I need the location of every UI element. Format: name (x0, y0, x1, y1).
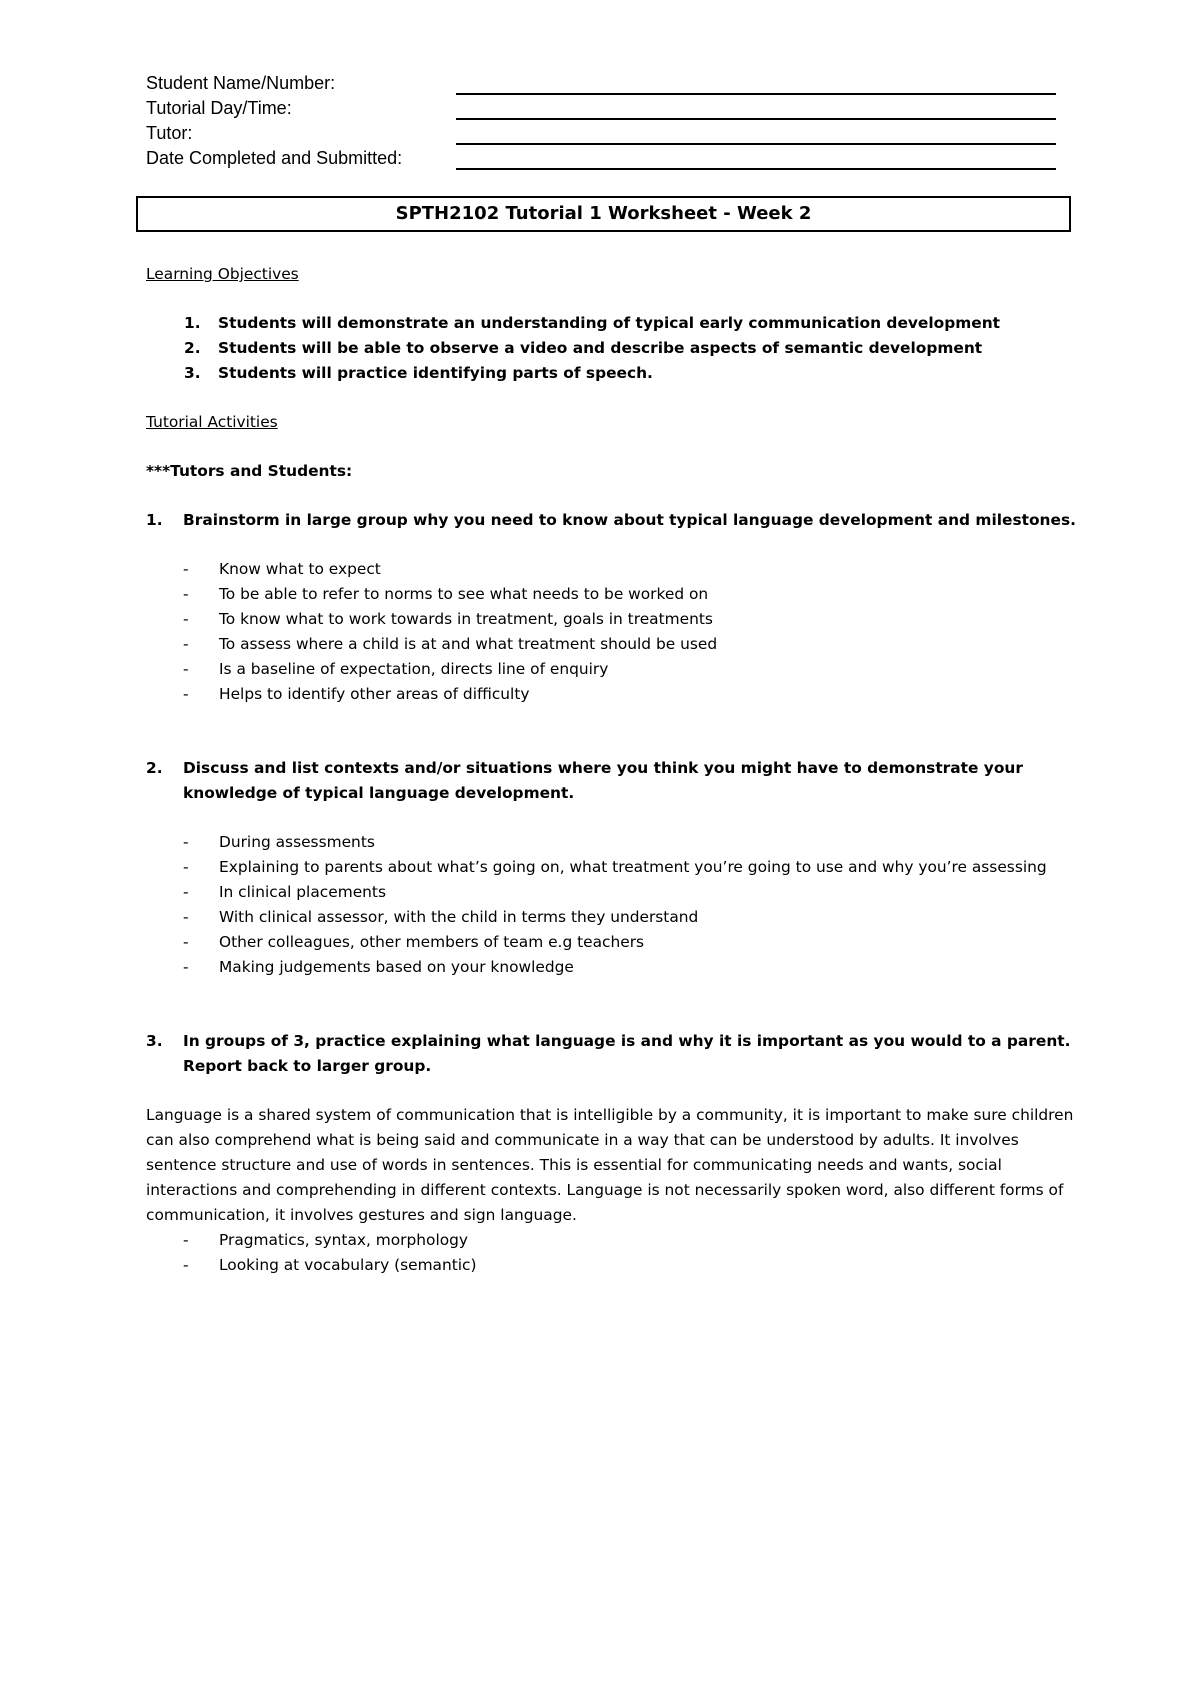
list-item: - With clinical assessor, with the child in terms they understand (183, 908, 699, 926)
blank-line (456, 118, 1056, 120)
learning-objectives-heading: Learning Objectives (146, 265, 299, 283)
item-number: 1. (184, 314, 201, 332)
list-item (146, 311, 1076, 336)
learning-objectives-list (146, 311, 1076, 386)
student-info-fields (146, 72, 1056, 172)
list-item (146, 361, 1076, 386)
activity-3-answer: Language is a shared system of communication that is intelligible by a community, it is important to make sure children can also comprehend what is being said and communicate in a way that can be understood by adults. It involves sentence structure and use of words in sentences. This is essential for communicating needs and wants, social interactions and comprehending in different contexts. Language is not necessarily spoken word, also different forms of communication, it involves gestures and sign language. (146, 1106, 1074, 1224)
activity-2 (146, 756, 1076, 806)
list-item: - Other colleagues, other members of team e.g teachers (183, 933, 645, 951)
field-label: Tutor: (146, 123, 193, 143)
list-item: - Is a baseline of expectation, directs line of enquiry (183, 660, 609, 678)
field-label: Tutorial Day/Time: (146, 98, 292, 118)
item-text: Students will be able to observe a video and describe aspects of semantic development (218, 339, 983, 357)
title-box (136, 196, 1071, 232)
activity-1 (146, 508, 1076, 533)
activity-text: In groups of 3, practice explaining what language is and why it is important as you would to a parent. Report back to larger group. (183, 1032, 1071, 1075)
list-item: - To assess where a child is at and what treatment should be used (183, 635, 718, 653)
list-item: - Making judgements based on your knowledge (183, 958, 574, 976)
student-name-field (146, 72, 1056, 97)
item-text: Students will demonstrate an understanding of typical early communication development (218, 314, 1001, 332)
activity-1-answers (146, 557, 1076, 707)
activities-intro: ***Tutors and Students: (146, 462, 353, 480)
list-item: - Looking at vocabulary (semantic) (183, 1256, 477, 1274)
list-item: - Helps to identify other areas of difficulty (183, 685, 530, 703)
blank-line (456, 143, 1056, 145)
field-label: Student Name/Number: (146, 73, 336, 93)
list-item: - To know what to work towards in treatment, goals in treatments (183, 610, 713, 628)
activity-number: 3. (146, 1032, 163, 1050)
activity-2-answers (146, 830, 1076, 980)
tutorial-day-time-field (146, 97, 1056, 122)
list-item: - Know what to expect (183, 560, 381, 578)
activity-3 (146, 1029, 1076, 1079)
activity-number: 1. (146, 511, 163, 529)
list-item (146, 336, 1076, 361)
list-item: - Pragmatics, syntax, morphology (183, 1231, 469, 1249)
item-text: Students will practice identifying parts of speech. (218, 364, 653, 382)
blank-line (456, 93, 1056, 95)
list-item: - To be able to refer to norms to see what needs to be worked on (183, 585, 709, 603)
blank-line (456, 168, 1056, 170)
page-title: SPTH2102 Tutorial 1 Worksheet - Week 2 (395, 203, 812, 224)
activity-text: Brainstorm in large group why you need to know about typical language development and milestones. (183, 511, 1076, 529)
tutorial-activities-heading: Tutorial Activities (146, 413, 278, 431)
item-number: 3. (184, 364, 201, 382)
worksheet-content (146, 262, 1076, 1278)
list-item: - During assessments (183, 833, 375, 851)
date-submitted-field (146, 147, 1056, 172)
tutor-field (146, 122, 1056, 147)
activity-number: 2. (146, 759, 163, 777)
list-item: - In clinical placements (183, 883, 386, 901)
item-number: 2. (184, 339, 201, 357)
activity-text: Discuss and list contexts and/or situations where you think you might have to demonstrate your knowledge of typical language development. (183, 759, 1023, 802)
field-label: Date Completed and Submitted: (146, 148, 403, 168)
list-item: - Explaining to parents about what’s going on, what treatment you’re going to use and why you’re assessing (183, 858, 1047, 876)
activity-3-answers (146, 1228, 1076, 1278)
